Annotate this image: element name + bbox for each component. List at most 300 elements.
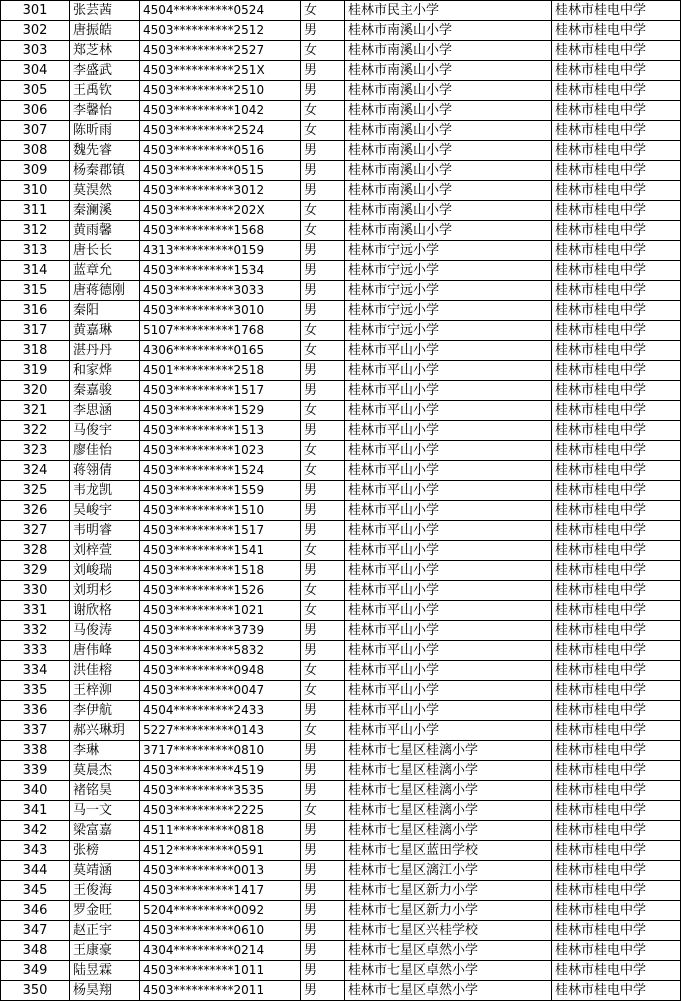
name-cell: 刘梓萱 [70, 541, 140, 561]
row-number-cell: 319 [1, 361, 70, 381]
row-number-cell: 322 [1, 421, 70, 441]
assigned-school-cell: 桂林市桂电中学 [552, 601, 681, 621]
gender-cell: 女 [301, 581, 345, 601]
assigned-school-cell: 桂林市桂电中学 [552, 261, 681, 281]
table-row [1, 721, 681, 741]
primary-school-cell: 桂林市七星区桂漓小学 [345, 801, 552, 821]
name-cell: 廖佳怡 [70, 441, 140, 461]
row-number-cell: 320 [1, 381, 70, 401]
assigned-school-cell: 桂林市桂电中学 [552, 81, 681, 101]
gender-cell: 男 [301, 361, 345, 381]
gender-cell: 男 [301, 781, 345, 801]
primary-school-cell: 桂林市南溪山小学 [345, 21, 552, 41]
primary-school-cell: 桂林市平山小学 [345, 481, 552, 501]
table-row [1, 821, 681, 841]
name-cell: 吴峻宇 [70, 501, 140, 521]
row-number-cell: 342 [1, 821, 70, 841]
primary-school-cell: 桂林市七星区桂漓小学 [345, 741, 552, 761]
id-number-cell: 4503**********1510 [140, 501, 301, 521]
id-number-cell: 4503**********1541 [140, 541, 301, 561]
primary-school-cell: 桂林市平山小学 [345, 661, 552, 681]
primary-school-cell: 桂林市平山小学 [345, 581, 552, 601]
primary-school-cell: 桂林市南溪山小学 [345, 201, 552, 221]
name-cell: 秦阳 [70, 301, 140, 321]
name-cell: 蓝章允 [70, 261, 140, 281]
assigned-school-cell: 桂林市桂电中学 [552, 1, 681, 21]
assigned-school-cell: 桂林市桂电中学 [552, 61, 681, 81]
id-number-cell: 4503**********1518 [140, 561, 301, 581]
row-number-cell: 343 [1, 841, 70, 861]
row-number-cell: 310 [1, 181, 70, 201]
primary-school-cell: 桂林市南溪山小学 [345, 221, 552, 241]
table-row [1, 441, 681, 461]
name-cell: 张芸茜 [70, 1, 140, 21]
gender-cell: 男 [301, 481, 345, 501]
gender-cell: 女 [301, 541, 345, 561]
table-row [1, 421, 681, 441]
assigned-school-cell: 桂林市桂电中学 [552, 961, 681, 981]
name-cell: 马俊涛 [70, 621, 140, 641]
id-number-cell: 4503**********3739 [140, 621, 301, 641]
name-cell: 蒋翎倩 [70, 461, 140, 481]
primary-school-cell: 桂林市平山小学 [345, 641, 552, 661]
row-number-cell: 347 [1, 921, 70, 941]
row-number-cell: 316 [1, 301, 70, 321]
name-cell: 李琳 [70, 741, 140, 761]
gender-cell: 女 [301, 321, 345, 341]
assigned-school-cell: 桂林市桂电中学 [552, 821, 681, 841]
table-row [1, 61, 681, 81]
name-cell: 王禹钦 [70, 81, 140, 101]
gender-cell: 男 [301, 981, 345, 1001]
assigned-school-cell: 桂林市桂电中学 [552, 41, 681, 61]
id-number-cell: 4503**********0013 [140, 861, 301, 881]
assigned-school-cell: 桂林市桂电中学 [552, 121, 681, 141]
table-row [1, 181, 681, 201]
table-row [1, 201, 681, 221]
gender-cell: 男 [301, 521, 345, 541]
name-cell: 韦明睿 [70, 521, 140, 541]
name-cell: 陈昕雨 [70, 121, 140, 141]
primary-school-cell: 桂林市平山小学 [345, 681, 552, 701]
gender-cell: 男 [301, 641, 345, 661]
id-number-cell: 4503**********1513 [140, 421, 301, 441]
assigned-school-cell: 桂林市桂电中学 [552, 481, 681, 501]
primary-school-cell: 桂林市七星区新力小学 [345, 881, 552, 901]
gender-cell: 男 [301, 421, 345, 441]
primary-school-cell: 桂林市南溪山小学 [345, 41, 552, 61]
assigned-school-cell: 桂林市桂电中学 [552, 341, 681, 361]
assigned-school-cell: 桂林市桂电中学 [552, 401, 681, 421]
row-number-cell: 341 [1, 801, 70, 821]
gender-cell: 女 [301, 661, 345, 681]
id-number-cell: 4304**********0214 [140, 941, 301, 961]
assigned-school-cell: 桂林市桂电中学 [552, 381, 681, 401]
row-number-cell: 317 [1, 321, 70, 341]
row-number-cell: 303 [1, 41, 70, 61]
name-cell: 张榜 [70, 841, 140, 861]
table-row [1, 921, 681, 941]
gender-cell: 男 [301, 81, 345, 101]
primary-school-cell: 桂林市平山小学 [345, 561, 552, 581]
assigned-school-cell: 桂林市桂电中学 [552, 921, 681, 941]
gender-cell: 男 [301, 181, 345, 201]
row-number-cell: 338 [1, 741, 70, 761]
gender-cell: 女 [301, 121, 345, 141]
id-number-cell: 4503**********3033 [140, 281, 301, 301]
assigned-school-cell: 桂林市桂电中学 [552, 361, 681, 381]
row-number-cell: 312 [1, 221, 70, 241]
row-number-cell: 327 [1, 521, 70, 541]
id-number-cell: 4503**********3535 [140, 781, 301, 801]
assigned-school-cell: 桂林市桂电中学 [552, 841, 681, 861]
table-row [1, 381, 681, 401]
table-row [1, 961, 681, 981]
table-row [1, 161, 681, 181]
id-number-cell: 4504**********0524 [140, 1, 301, 21]
assigned-school-cell: 桂林市桂电中学 [552, 421, 681, 441]
assigned-school-cell: 桂林市桂电中学 [552, 901, 681, 921]
table-row [1, 1, 681, 21]
name-cell: 刘玥杉 [70, 581, 140, 601]
id-number-cell: 5204**********0092 [140, 901, 301, 921]
table-row [1, 981, 681, 1001]
table-row [1, 621, 681, 641]
table-row [1, 541, 681, 561]
primary-school-cell: 桂林市民主小学 [345, 1, 552, 21]
table-row [1, 761, 681, 781]
id-number-cell: 4504**********2433 [140, 701, 301, 721]
assigned-school-cell: 桂林市桂电中学 [552, 521, 681, 541]
gender-cell: 男 [301, 861, 345, 881]
id-number-cell: 4503**********1042 [140, 101, 301, 121]
id-number-cell: 4503**********5832 [140, 641, 301, 661]
id-number-cell: 3717**********0810 [140, 741, 301, 761]
gender-cell: 男 [301, 941, 345, 961]
id-number-cell: 4503**********0515 [140, 161, 301, 181]
row-number-cell: 314 [1, 261, 70, 281]
table-row [1, 901, 681, 921]
id-number-cell: 4501**********2518 [140, 361, 301, 381]
primary-school-cell: 桂林市南溪山小学 [345, 181, 552, 201]
assigned-school-cell: 桂林市桂电中学 [552, 21, 681, 41]
row-number-cell: 306 [1, 101, 70, 121]
row-number-cell: 339 [1, 761, 70, 781]
table-row [1, 941, 681, 961]
primary-school-cell: 桂林市南溪山小学 [345, 101, 552, 121]
name-cell: 李盛武 [70, 61, 140, 81]
table-row [1, 41, 681, 61]
row-number-cell: 349 [1, 961, 70, 981]
id-number-cell: 4503**********2011 [140, 981, 301, 1001]
id-number-cell: 4306**********0165 [140, 341, 301, 361]
name-cell: 李伊航 [70, 701, 140, 721]
gender-cell: 女 [301, 401, 345, 421]
id-number-cell: 5227**********0143 [140, 721, 301, 741]
name-cell: 唐振皓 [70, 21, 140, 41]
assigned-school-cell: 桂林市桂电中学 [552, 681, 681, 701]
gender-cell: 男 [301, 261, 345, 281]
assigned-school-cell: 桂林市桂电中学 [552, 241, 681, 261]
gender-cell: 男 [301, 741, 345, 761]
table-row [1, 261, 681, 281]
assigned-school-cell: 桂林市桂电中学 [552, 201, 681, 221]
row-number-cell: 333 [1, 641, 70, 661]
id-number-cell: 4503**********0948 [140, 661, 301, 681]
assigned-school-cell: 桂林市桂电中学 [552, 761, 681, 781]
assigned-school-cell: 桂林市桂电中学 [552, 561, 681, 581]
name-cell: 黄雨馨 [70, 221, 140, 241]
primary-school-cell: 桂林市平山小学 [345, 521, 552, 541]
gender-cell: 男 [301, 841, 345, 861]
primary-school-cell: 桂林市平山小学 [345, 501, 552, 521]
table-row [1, 301, 681, 321]
id-number-cell: 5107**********1768 [140, 321, 301, 341]
primary-school-cell: 桂林市宁远小学 [345, 301, 552, 321]
assigned-school-cell: 桂林市桂电中学 [552, 281, 681, 301]
primary-school-cell: 桂林市七星区桂漓小学 [345, 761, 552, 781]
gender-cell: 男 [301, 381, 345, 401]
gender-cell: 男 [301, 881, 345, 901]
name-cell: 唐伟峰 [70, 641, 140, 661]
table-row [1, 401, 681, 421]
name-cell: 黄嘉琳 [70, 321, 140, 341]
row-number-cell: 307 [1, 121, 70, 141]
table-row [1, 501, 681, 521]
name-cell: 唐长长 [70, 241, 140, 261]
assigned-school-cell: 桂林市桂电中学 [552, 181, 681, 201]
assigned-school-cell: 桂林市桂电中学 [552, 721, 681, 741]
gender-cell: 男 [301, 21, 345, 41]
id-number-cell: 4503**********2225 [140, 801, 301, 821]
id-number-cell: 4503**********3010 [140, 301, 301, 321]
gender-cell: 女 [301, 201, 345, 221]
assigned-school-cell: 桂林市桂电中学 [552, 741, 681, 761]
assigned-school-cell: 桂林市桂电中学 [552, 461, 681, 481]
table-row [1, 661, 681, 681]
table-row [1, 21, 681, 41]
name-cell: 秦澜溪 [70, 201, 140, 221]
table-row [1, 521, 681, 541]
gender-cell: 男 [301, 241, 345, 261]
gender-cell: 女 [301, 681, 345, 701]
primary-school-cell: 桂林市七星区桂漓小学 [345, 781, 552, 801]
primary-school-cell: 桂林市南溪山小学 [345, 61, 552, 81]
name-cell: 和家烨 [70, 361, 140, 381]
table-row [1, 601, 681, 621]
id-number-cell: 4503**********0047 [140, 681, 301, 701]
name-cell: 马俊宇 [70, 421, 140, 441]
assigned-school-cell: 桂林市桂电中学 [552, 321, 681, 341]
name-cell: 李馨怡 [70, 101, 140, 121]
gender-cell: 女 [301, 801, 345, 821]
row-number-cell: 318 [1, 341, 70, 361]
gender-cell: 男 [301, 501, 345, 521]
assigned-school-cell: 桂林市桂电中学 [552, 701, 681, 721]
row-number-cell: 326 [1, 501, 70, 521]
name-cell: 赵正宇 [70, 921, 140, 941]
table-row [1, 861, 681, 881]
name-cell: 陆昱霖 [70, 961, 140, 981]
primary-school-cell: 桂林市平山小学 [345, 401, 552, 421]
assigned-school-cell: 桂林市桂电中学 [552, 441, 681, 461]
id-number-cell: 4503**********1517 [140, 381, 301, 401]
row-number-cell: 345 [1, 881, 70, 901]
name-cell: 郑芝林 [70, 41, 140, 61]
primary-school-cell: 桂林市平山小学 [345, 601, 552, 621]
name-cell: 秦嘉骏 [70, 381, 140, 401]
primary-school-cell: 桂林市宁远小学 [345, 241, 552, 261]
row-number-cell: 308 [1, 141, 70, 161]
row-number-cell: 335 [1, 681, 70, 701]
id-number-cell: 4503**********2527 [140, 41, 301, 61]
primary-school-cell: 桂林市平山小学 [345, 541, 552, 561]
name-cell: 李思涵 [70, 401, 140, 421]
row-number-cell: 330 [1, 581, 70, 601]
gender-cell: 女 [301, 341, 345, 361]
gender-cell: 女 [301, 601, 345, 621]
table-row [1, 101, 681, 121]
id-number-cell: 4503**********2510 [140, 81, 301, 101]
row-number-cell: 302 [1, 21, 70, 41]
assigned-school-cell: 桂林市桂电中学 [552, 621, 681, 641]
primary-school-cell: 桂林市平山小学 [345, 701, 552, 721]
row-number-cell: 325 [1, 481, 70, 501]
assigned-school-cell: 桂林市桂电中学 [552, 641, 681, 661]
assigned-school-cell: 桂林市桂电中学 [552, 881, 681, 901]
row-number-cell: 301 [1, 1, 70, 21]
table-row [1, 81, 681, 101]
name-cell: 谢欣格 [70, 601, 140, 621]
table-row [1, 241, 681, 261]
row-number-cell: 304 [1, 61, 70, 81]
id-number-cell: 4511**********0818 [140, 821, 301, 841]
gender-cell: 男 [301, 161, 345, 181]
assigned-school-cell: 桂林市桂电中学 [552, 541, 681, 561]
table-row [1, 221, 681, 241]
gender-cell: 男 [301, 901, 345, 921]
row-number-cell: 323 [1, 441, 70, 461]
id-number-cell: 4503**********0516 [140, 141, 301, 161]
table-row [1, 341, 681, 361]
assigned-school-cell: 桂林市桂电中学 [552, 661, 681, 681]
row-number-cell: 332 [1, 621, 70, 641]
id-number-cell: 4503**********1021 [140, 601, 301, 621]
primary-school-cell: 桂林市七星区卓然小学 [345, 961, 552, 981]
primary-school-cell: 桂林市七星区兴桂学校 [345, 921, 552, 941]
gender-cell: 男 [301, 761, 345, 781]
primary-school-cell: 桂林市南溪山小学 [345, 161, 552, 181]
table-row [1, 681, 681, 701]
table-row [1, 461, 681, 481]
table-row [1, 881, 681, 901]
primary-school-cell: 桂林市宁远小学 [345, 261, 552, 281]
id-number-cell: 4503**********0610 [140, 921, 301, 941]
assigned-school-cell: 桂林市桂电中学 [552, 301, 681, 321]
table-row [1, 781, 681, 801]
gender-cell: 男 [301, 961, 345, 981]
id-number-cell: 4503**********1023 [140, 441, 301, 461]
id-number-cell: 4503**********1529 [140, 401, 301, 421]
primary-school-cell: 桂林市平山小学 [345, 381, 552, 401]
primary-school-cell: 桂林市平山小学 [345, 341, 552, 361]
primary-school-cell: 桂林市平山小学 [345, 421, 552, 441]
name-cell: 杨秦郡镇 [70, 161, 140, 181]
assigned-school-cell: 桂林市桂电中学 [552, 941, 681, 961]
table-row [1, 361, 681, 381]
gender-cell: 女 [301, 41, 345, 61]
table-row [1, 321, 681, 341]
row-number-cell: 329 [1, 561, 70, 581]
gender-cell: 女 [301, 221, 345, 241]
row-number-cell: 305 [1, 81, 70, 101]
primary-school-cell: 桂林市平山小学 [345, 361, 552, 381]
id-number-cell: 4503**********1517 [140, 521, 301, 541]
assigned-school-cell: 桂林市桂电中学 [552, 501, 681, 521]
primary-school-cell: 桂林市七星区卓然小学 [345, 981, 552, 1001]
id-number-cell: 4503**********251X [140, 61, 301, 81]
name-cell: 刘峻瑞 [70, 561, 140, 581]
row-number-cell: 336 [1, 701, 70, 721]
id-number-cell: 4503**********1526 [140, 581, 301, 601]
assigned-school-cell: 桂林市桂电中学 [552, 161, 681, 181]
row-number-cell: 315 [1, 281, 70, 301]
gender-cell: 男 [301, 281, 345, 301]
primary-school-cell: 桂林市七星区卓然小学 [345, 941, 552, 961]
row-number-cell: 311 [1, 201, 70, 221]
row-number-cell: 348 [1, 941, 70, 961]
id-number-cell: 4503**********202X [140, 201, 301, 221]
gender-cell: 男 [301, 61, 345, 81]
table-row [1, 581, 681, 601]
name-cell: 洪佳榕 [70, 661, 140, 681]
table-row [1, 281, 681, 301]
table-row [1, 121, 681, 141]
primary-school-cell: 桂林市平山小学 [345, 441, 552, 461]
primary-school-cell: 桂林市南溪山小学 [345, 141, 552, 161]
assigned-school-cell: 桂林市桂电中学 [552, 781, 681, 801]
row-number-cell: 337 [1, 721, 70, 741]
row-number-cell: 350 [1, 981, 70, 1001]
gender-cell: 男 [301, 301, 345, 321]
name-cell: 杨昊翔 [70, 981, 140, 1001]
name-cell: 王梓泖 [70, 681, 140, 701]
row-number-cell: 346 [1, 901, 70, 921]
name-cell: 王康豪 [70, 941, 140, 961]
assigned-school-cell: 桂林市桂电中学 [552, 981, 681, 1001]
gender-cell: 男 [301, 141, 345, 161]
assigned-school-cell: 桂林市桂电中学 [552, 581, 681, 601]
row-number-cell: 344 [1, 861, 70, 881]
id-number-cell: 4503**********2512 [140, 21, 301, 41]
id-number-cell: 4503**********1524 [140, 461, 301, 481]
id-number-cell: 4503**********2524 [140, 121, 301, 141]
primary-school-cell: 桂林市七星区漓江小学 [345, 861, 552, 881]
table-row [1, 561, 681, 581]
id-number-cell: 4503**********1559 [140, 481, 301, 501]
primary-school-cell: 桂林市七星区蓝田学校 [345, 841, 552, 861]
assigned-school-cell: 桂林市桂电中学 [552, 141, 681, 161]
gender-cell: 男 [301, 561, 345, 581]
name-cell: 唐蒋德刚 [70, 281, 140, 301]
row-number-cell: 309 [1, 161, 70, 181]
row-number-cell: 340 [1, 781, 70, 801]
name-cell: 湛丹丹 [70, 341, 140, 361]
name-cell: 莫晨杰 [70, 761, 140, 781]
primary-school-cell: 桂林市南溪山小学 [345, 81, 552, 101]
row-number-cell: 331 [1, 601, 70, 621]
primary-school-cell: 桂林市平山小学 [345, 621, 552, 641]
